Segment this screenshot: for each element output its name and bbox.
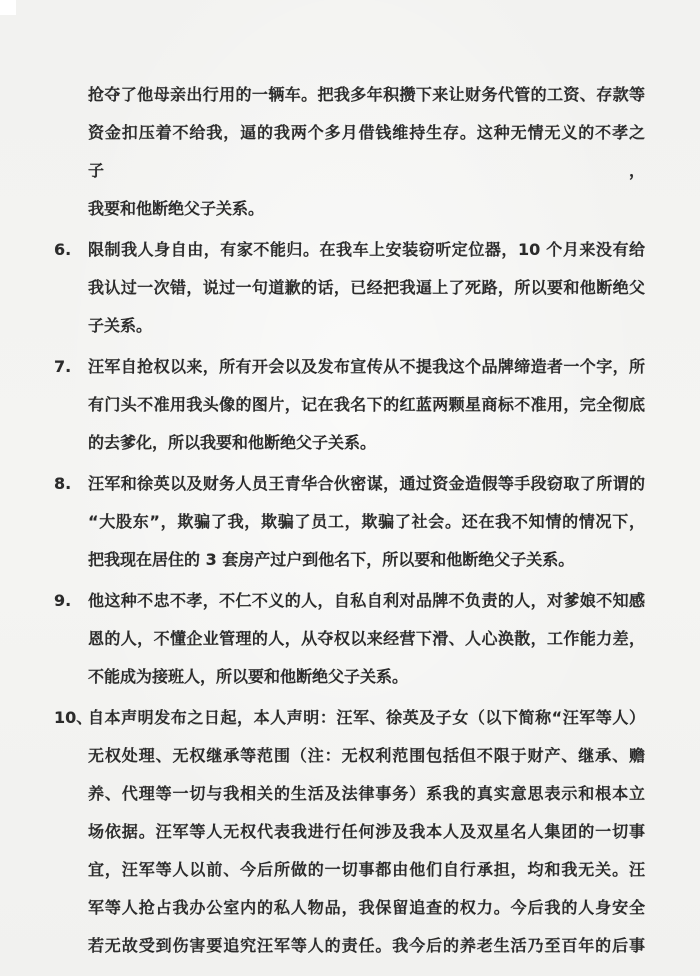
text-line: 有门头不准用我头像的图片，记在我名下的红蓝两颗星商标不准用，完全彻底 [88, 395, 645, 414]
text-line: 他这种不忠不孝，不仁不义的人，自私自利对品牌不负责的人，对爹娘不知感 [88, 591, 645, 610]
text-line: 无权处理、无权继承等范围（注：无权利范围包括但不限于财产、继承、赡 [88, 746, 645, 765]
paragraph-item-6 [54, 231, 645, 345]
text-line: 限制我人身自由，有家不能归。在我车上安装窃听定位器，10 个月来没有给 [88, 240, 645, 259]
text-line: 把我现在居住的 3 套房产过户到他名下，所以要和他断绝父子关系。 [88, 550, 575, 569]
text-line: 自本声明发布之日起，本人声明：汪军、徐英及子女（以下简称“汪军等人） [88, 708, 645, 727]
scan-artifact-corner [0, 0, 16, 15]
paragraph-item-8 [54, 465, 645, 579]
text-line: 养、代理等一切与我相关的生活及法律事务）系我的真实意思表示和根本立 [88, 784, 645, 803]
text-line: 子关系。 [88, 316, 153, 335]
text-line: “大股东”，欺骗了我，欺骗了员工，欺骗了社会。还在我不知情的情况下， [88, 512, 645, 531]
text-line: 军等人抢占我办公室内的私人物品，我保留追查的权力。今后我的人身安全 [88, 898, 645, 917]
paragraph-item-7 [54, 348, 645, 462]
text-line: 我要和他断绝父子关系。 [88, 199, 265, 218]
list-number: 6. [54, 240, 72, 259]
text-line: 汪军自抢权以来，所有开会以及发布宣传从不提我这个品牌缔造者一个字，所 [88, 357, 645, 376]
list-number: 8. [54, 474, 72, 493]
paragraph-item-10 [54, 699, 645, 965]
list-number: 7. [54, 357, 72, 376]
text-line: 抢夺了他母亲出行用的一辆车。把我多年积攒下来让财务代管的工资、存款等 [88, 85, 645, 104]
text-line: 若无故受到伤害要追究汪军等人的责任。我今后的养老生活乃至百年的后事 [88, 936, 645, 955]
list-number: 9. [54, 591, 72, 610]
paragraph-item-9 [54, 582, 645, 696]
text-line: 的去爹化，所以我要和他断绝父子关系。 [88, 433, 377, 452]
list-number: 10、 [54, 708, 93, 727]
text-line: 恩的人，不懂企业管理的人，从夺权以来经营下滑、人心涣散，工作能力差， [88, 629, 645, 648]
text-line: 我认过一次错，说过一句道歉的话，已经把我逼上了死路，所以要和他断绝父 [88, 278, 645, 297]
paragraph-continuation [54, 76, 645, 228]
text-line: 不能成为接班人，所以要和他断绝父子关系。 [88, 667, 409, 686]
list-number [54, 76, 88, 228]
text-line: 汪军和徐英以及财务人员王青华合伙密谋，通过资金造假等手段窃取了所谓的 [88, 474, 645, 493]
text-line: 场依据。汪军等人无权代表我进行任何涉及我本人及双星名人集团的一切事 [88, 822, 645, 841]
text-line: 资金扣压着不给我，逼的我两个多月借钱维持生存。这种无情无义的不孝之子， [88, 123, 645, 180]
text-line: 宜，汪军等人以前、今后所做的一切事都由他们自行承担，均和我无关。汪 [88, 860, 645, 879]
